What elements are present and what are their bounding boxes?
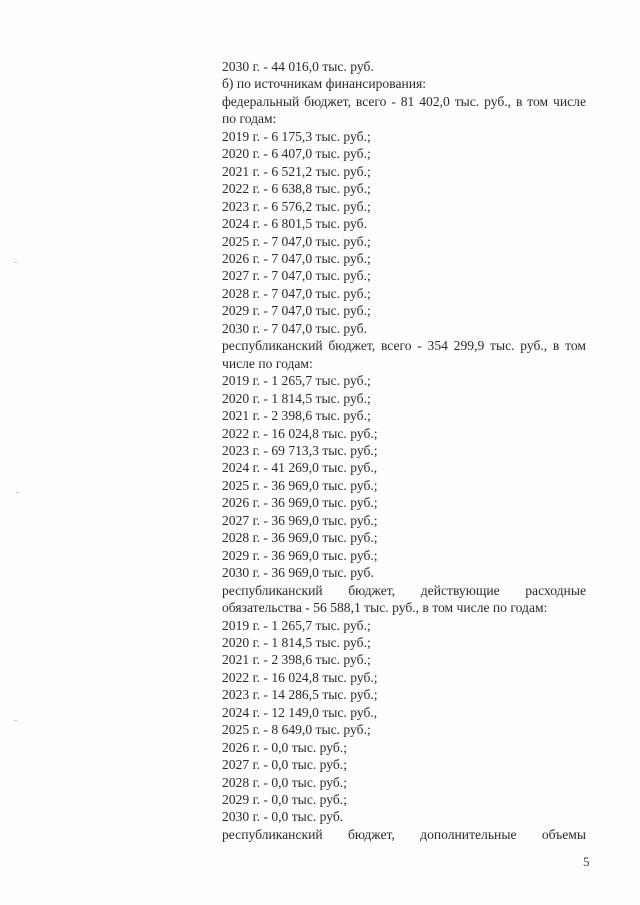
text-line: 2028 г. - 7 047,0 тыс. руб.;: [222, 285, 371, 301]
text-line: 2021 г. - 2 398,6 тыс. руб.;: [222, 652, 371, 668]
paragraph: республиканский бюджет, дополнительные объемы: [222, 826, 586, 842]
text-line: 2027 г. - 0,0 тыс. руб.;: [222, 757, 347, 773]
text-line: 2023 г. - 14 286,5 тыс. руб.;: [222, 687, 378, 703]
scan-artifact: [14, 262, 17, 263]
text-line: 2021 г. - 6 521,2 тыс. руб.;: [222, 163, 371, 179]
text-line: 2026 г. - 0,0 тыс. руб.;: [222, 739, 347, 755]
text-line: 2021 г. - 2 398,6 тыс. руб.;: [222, 408, 371, 424]
text-line: 2020 г. - 6 407,0 тыс. руб.;: [222, 146, 371, 162]
page-number: 5: [583, 854, 590, 869]
text-line: 2024 г. - 41 269,0 тыс. руб.,: [222, 460, 378, 476]
text-line: 2019 г. - 1 265,7 тыс. руб.;: [222, 617, 371, 633]
text-line: 2026 г. - 7 047,0 тыс. руб.;: [222, 250, 371, 266]
text-line: 2030 г. - 36 969,0 тыс. руб.: [222, 565, 374, 581]
text-line: 2023 г. - 69 713,3 тыс. руб.;: [222, 442, 378, 458]
text-line: 2029 г. - 7 047,0 тыс. руб.;: [222, 303, 371, 319]
text-line: 2029 г. - 0,0 тыс. руб.;: [222, 792, 347, 808]
text-line: 2024 г. - 12 149,0 тыс. руб.,: [222, 704, 378, 720]
text-line: 2028 г. - 0,0 тыс. руб.;: [222, 774, 347, 790]
text-line: 2030 г. - 7 047,0 тыс. руб.: [222, 320, 367, 336]
text-line: 2019 г. - 1 265,7 тыс. руб.;: [222, 373, 371, 389]
text-line: 2023 г. - 6 576,2 тыс. руб.;: [222, 198, 371, 214]
text-line: 2029 г. - 36 969,0 тыс. руб.;: [222, 547, 378, 563]
text-line: 2022 г. - 6 638,8 тыс. руб.;: [222, 181, 371, 197]
text-line: 2030 г. - 44 016,0 тыс. руб.: [222, 59, 374, 74]
text-line: 2027 г. - 7 047,0 тыс. руб.;: [222, 268, 371, 284]
text-line: 2026 г. - 36 969,0 тыс. руб.;: [222, 495, 378, 511]
text-line: 2030 г. - 0,0 тыс. руб.: [222, 809, 344, 825]
text-line: 2025 г. - 36 969,0 тыс. руб.;: [222, 477, 378, 493]
paragraph: республиканский бюджет, всего - 354 299,9 тыс. руб., в том числе по годам:: [222, 338, 586, 371]
text-line: 2022 г. - 16 024,8 тыс. руб.;: [222, 425, 378, 441]
text-line: 2025 г. - 8 649,0 тыс. руб.;: [222, 722, 371, 738]
text-line: 2028 г. - 36 969,0 тыс. руб.;: [222, 530, 378, 546]
text-line: 2019 г. - 6 175,3 тыс. руб.;: [222, 128, 371, 144]
paragraph: федеральный бюджет, всего - 81 402,0 тыс. руб., в том числе по годам:: [222, 93, 586, 127]
paragraph: республиканский бюджет, действующие расходные обязательства - 56 588,1 тыс. руб., в том числе по годам:: [222, 582, 586, 616]
scan-artifact: [16, 492, 19, 493]
document-body: [222, 58, 586, 843]
text-line: 2027 г. - 36 969,0 тыс. руб.;: [222, 512, 378, 528]
scan-artifact: [14, 720, 17, 721]
text-line: 2025 г. - 7 047,0 тыс. руб.;: [222, 233, 371, 249]
text-line: 2022 г. - 16 024,8 тыс. руб.;: [222, 669, 378, 685]
text-line: 2020 г. - 1 814,5 тыс. руб.;: [222, 634, 371, 650]
text-line: 2024 г. - 6 801,5 тыс. руб.: [222, 216, 367, 232]
text-line: 2020 г. - 1 814,5 тыс. руб.;: [222, 390, 371, 406]
text-line: б) по источникам финансирования:: [222, 76, 427, 92]
